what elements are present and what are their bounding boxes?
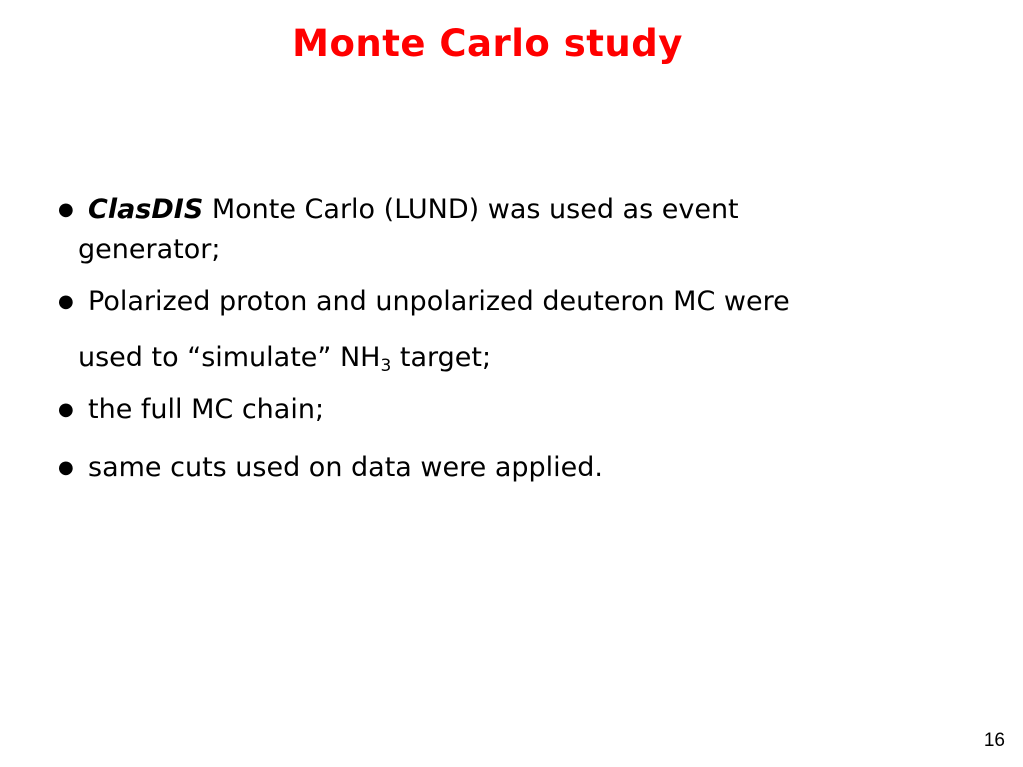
bullet-text: Monte Carlo (LUND) was used as event <box>203 194 739 225</box>
bullet-dot-icon: ● <box>58 457 74 478</box>
bullet-text-suffix: target; <box>391 342 492 373</box>
bullet-dot-icon: ● <box>58 291 74 312</box>
page-number: 16 <box>983 730 1005 751</box>
bullet-text-prefix: used to “simulate” NH <box>78 342 381 373</box>
subscript: 3 <box>380 356 392 376</box>
bullet-dot-icon: ● <box>58 399 74 420</box>
bullet-text: the full MC chain; <box>88 394 325 425</box>
bullet-item-polarized <box>58 282 958 378</box>
bullet-dot-icon: ● <box>58 199 74 220</box>
slide-title: Monte Carlo study <box>292 22 683 65</box>
bullet-emphasis: ClasDIS <box>88 194 204 225</box>
bullet-item-clasdis <box>58 190 958 270</box>
bullet-text: same cuts used on data were applied. <box>88 452 603 483</box>
bullet-text-continuation <box>78 338 958 378</box>
bullet-list <box>58 190 958 488</box>
bullet-text: Polarized proton and unpolarized deuteron MC were <box>88 286 790 317</box>
bullet-item-mc-chain <box>58 390 958 430</box>
bullet-item-cuts <box>58 448 958 488</box>
bullet-text-continuation: generator; <box>78 234 221 265</box>
